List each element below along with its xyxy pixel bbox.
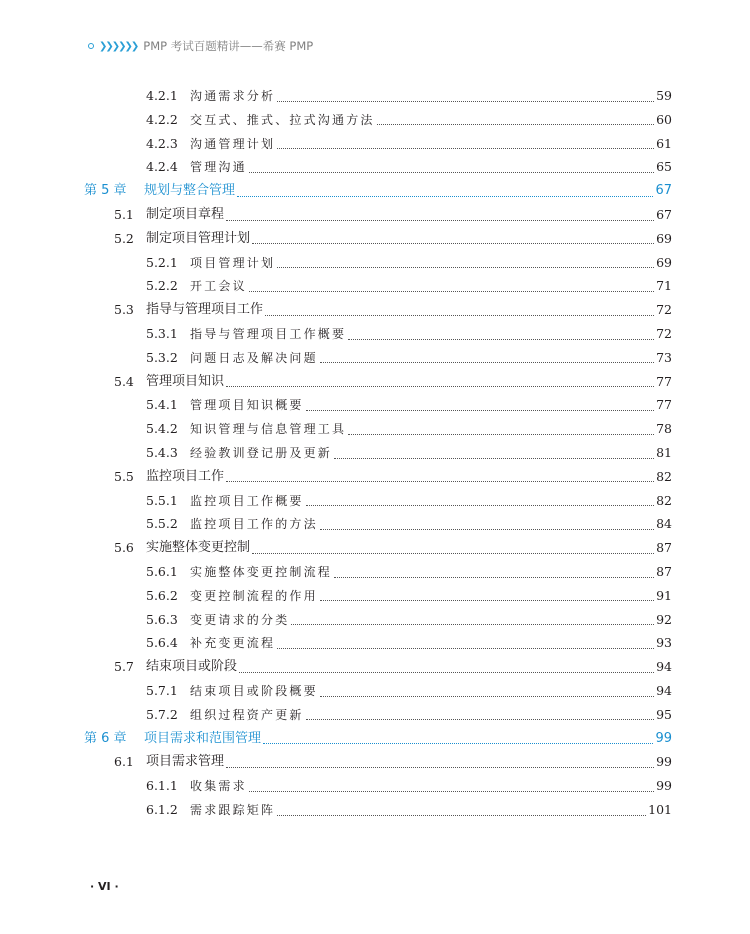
toc-entry-number: 5.5 xyxy=(114,468,134,484)
dot-leader xyxy=(277,148,654,149)
toc-entry-page: 72 xyxy=(656,302,672,318)
toc-entry-title: 经验教训登记册及更新 xyxy=(190,446,333,460)
toc-entry-number: 4.2.4 xyxy=(146,159,178,175)
toc-entry-title: 结束项目或阶段 xyxy=(146,659,238,675)
toc-entry-page: 87 xyxy=(656,564,672,579)
dot-leader xyxy=(249,791,654,792)
dot-leader xyxy=(265,315,654,316)
dot-leader xyxy=(249,291,654,292)
toc-entry-number: 第 5 章 xyxy=(84,183,127,199)
toc-entry-number: 5.2.2 xyxy=(146,278,178,294)
toc-entry[interactable] xyxy=(0,204,750,226)
toc-entry[interactable] xyxy=(0,371,750,393)
toc-entry-number: 5.6.2 xyxy=(146,587,178,603)
toc-entry[interactable] xyxy=(0,751,750,773)
toc-entry-page: 94 xyxy=(656,683,672,698)
dot-leader xyxy=(348,434,654,435)
dot-leader xyxy=(377,124,654,125)
dot-leader xyxy=(252,243,654,244)
toc-entry[interactable] xyxy=(0,656,750,678)
toc-entry-number: 5.6.1 xyxy=(146,564,178,579)
toc-entry-page: 69 xyxy=(656,230,672,246)
toc-entry-page: 94 xyxy=(656,659,672,675)
dot-leader xyxy=(320,696,654,697)
toc-entry-page: 61 xyxy=(656,135,672,151)
toc-entry-page: 99 xyxy=(655,730,672,746)
toc-entry-title: 沟通需求分析 xyxy=(190,89,276,103)
toc-entry-title: 知识管理与信息管理工具 xyxy=(190,422,347,437)
toc-entry[interactable] xyxy=(0,418,750,440)
toc-entry-page: 65 xyxy=(656,159,672,175)
toc-entry[interactable] xyxy=(0,561,750,583)
dot-leader xyxy=(226,220,654,221)
toc-entry-number: 4.2.1 xyxy=(146,88,178,103)
toc-entry-number: 5.7.1 xyxy=(146,683,178,698)
toc-entry-title: 管理项目知识概要 xyxy=(190,398,304,413)
toc-chapter-entry[interactable] xyxy=(0,180,750,202)
toc-entry[interactable] xyxy=(0,799,750,821)
toc-entry[interactable] xyxy=(0,85,750,107)
toc-entry[interactable] xyxy=(0,347,750,369)
dot-leader xyxy=(239,672,654,673)
toc-entry[interactable] xyxy=(0,394,750,416)
toc-entry-page: 101 xyxy=(648,802,672,817)
double-chevron-icon: ❯❯❯❯❯❯ xyxy=(99,40,138,52)
toc-entry[interactable] xyxy=(0,109,750,131)
toc-entry-page: 69 xyxy=(656,254,672,270)
toc-entry-page: 71 xyxy=(656,278,672,294)
toc-entry-page: 82 xyxy=(656,468,672,484)
toc-entry-title: 交互式、推式、拉式沟通方法 xyxy=(190,112,375,127)
toc-entry-title: 管理沟通 xyxy=(190,160,247,175)
toc-entry[interactable] xyxy=(0,490,750,512)
dot-leader xyxy=(277,648,654,649)
circle-icon xyxy=(88,43,94,49)
dot-leader xyxy=(320,529,654,530)
toc-entry-number: 5.2.1 xyxy=(146,254,178,270)
page-number: · VI · xyxy=(90,880,119,893)
toc-entry-page: 82 xyxy=(656,492,672,508)
dot-leader xyxy=(320,362,654,363)
toc-entry-page: 60 xyxy=(656,111,672,127)
toc-entry-page: 99 xyxy=(656,778,672,794)
toc-entry-title: 收集需求 xyxy=(190,779,247,794)
toc-chapter-entry[interactable] xyxy=(0,728,750,750)
toc-entry-number: 5.7.2 xyxy=(146,706,178,722)
toc-entry-title: 实施整体变更控制 xyxy=(146,540,251,556)
toc-entry-page: 84 xyxy=(656,516,672,532)
dot-leader xyxy=(226,386,654,387)
toc-entry-number: 5.6.4 xyxy=(146,635,178,651)
toc-entry[interactable] xyxy=(0,775,750,797)
dot-leader xyxy=(291,624,654,625)
toc-entry-title: 项目管理计划 xyxy=(190,255,276,270)
toc-entry-title: 实施整体变更控制流程 xyxy=(190,565,333,579)
toc-entry-title: 监控项目工作概要 xyxy=(190,493,304,508)
toc-entry-number: 5.3.1 xyxy=(146,326,178,341)
toc-entry-title: 管理项目知识 xyxy=(146,373,225,389)
toc-entry-number: 5.5.2 xyxy=(146,516,178,532)
toc-entry-title: 项目需求和范围管理 xyxy=(144,730,262,746)
toc-entry-title: 指导与管理项目工作概要 xyxy=(190,327,347,341)
toc-entry[interactable] xyxy=(0,156,750,178)
dot-leader xyxy=(306,410,654,411)
toc-entry-page: 91 xyxy=(656,587,672,603)
toc-entry[interactable] xyxy=(0,537,750,559)
toc-entry-page: 73 xyxy=(656,349,672,365)
toc-entry[interactable] xyxy=(0,323,750,345)
toc-entry-page: 95 xyxy=(656,706,672,722)
toc-entry[interactable] xyxy=(0,632,750,654)
toc-entry-page: 77 xyxy=(656,397,672,413)
toc-entry-page: 77 xyxy=(656,373,672,389)
toc-entry-number: 6.1.2 xyxy=(146,802,178,817)
toc-entry-page: 67 xyxy=(656,207,672,222)
toc-entry[interactable] xyxy=(0,275,750,297)
toc-entry-number: 5.4.1 xyxy=(146,397,178,413)
dot-leader xyxy=(277,101,654,102)
dot-leader xyxy=(334,577,654,578)
toc-entry-page: 81 xyxy=(656,445,672,460)
toc-entry-number: 5.1 xyxy=(114,207,134,222)
toc-entry-number: 5.3 xyxy=(114,302,134,318)
toc-entry-title: 结束项目或阶段概要 xyxy=(190,684,318,698)
toc-entry-number: 6.1.1 xyxy=(146,778,178,794)
toc-entry-page: 92 xyxy=(656,611,672,627)
toc-entry-page: 67 xyxy=(655,183,672,199)
header-title: PMP 考试百题精讲——希赛 PMP xyxy=(143,39,314,53)
toc-entry[interactable] xyxy=(0,442,750,464)
toc-entry-number: 5.5.1 xyxy=(146,492,178,508)
dot-leader xyxy=(320,600,654,601)
toc-entry-number: 5.6 xyxy=(114,540,134,556)
dot-leader xyxy=(226,481,654,482)
toc-entry-title: 规划与整合管理 xyxy=(144,183,236,199)
toc-entry-title: 项目需求管理 xyxy=(146,754,225,770)
dot-leader xyxy=(277,815,646,816)
toc-entry[interactable] xyxy=(0,133,750,155)
toc-entry-number: 5.4.2 xyxy=(146,421,178,437)
dot-leader xyxy=(334,458,654,459)
toc-entry-title: 监控项目工作的方法 xyxy=(190,517,318,532)
toc-entry-page: 59 xyxy=(656,88,672,103)
toc-entry-title: 制定项目章程 xyxy=(146,207,225,222)
dot-leader xyxy=(249,172,654,173)
toc-entry-title: 补充变更流程 xyxy=(190,636,276,651)
toc-entry-page: 87 xyxy=(656,540,672,556)
toc-entry-number: 5.7 xyxy=(114,659,134,675)
toc-entry-title: 制定项目管理计划 xyxy=(146,230,251,246)
toc-entry[interactable] xyxy=(0,466,750,488)
dot-leader xyxy=(306,505,654,506)
toc-entry-page: 72 xyxy=(656,326,672,341)
toc-entry-title: 需求跟踪矩阵 xyxy=(190,803,276,817)
toc-entry-number: 6.1 xyxy=(114,754,134,770)
running-header xyxy=(88,37,313,55)
dot-leader xyxy=(237,196,653,197)
toc-entry-number: 5.3.2 xyxy=(146,349,178,365)
toc-entry-page: 99 xyxy=(656,754,672,770)
toc-entry-title: 变更控制流程的作用 xyxy=(190,588,318,603)
toc-entry-title: 沟通管理计划 xyxy=(190,136,276,151)
toc-entry[interactable] xyxy=(0,228,750,250)
toc-entry-title: 监控项目工作 xyxy=(146,468,225,484)
toc-entry-number: 5.6.3 xyxy=(146,611,178,627)
toc-entry-number: 第 6 章 xyxy=(84,730,127,746)
dot-leader xyxy=(226,767,654,768)
toc-entry[interactable] xyxy=(0,680,750,702)
dot-leader xyxy=(263,743,653,744)
toc-entry[interactable] xyxy=(0,585,750,607)
toc-entry-number: 5.4 xyxy=(114,373,134,389)
dot-leader xyxy=(348,339,654,340)
toc-entry[interactable] xyxy=(0,252,750,274)
toc-entry-page: 93 xyxy=(656,635,672,651)
dot-leader xyxy=(277,267,654,268)
toc-entry-number: 5.4.3 xyxy=(146,445,178,460)
toc-entry-title: 指导与管理项目工作 xyxy=(146,302,264,318)
toc-entry[interactable] xyxy=(0,513,750,535)
toc-entry-title: 组织过程资产更新 xyxy=(190,707,304,722)
toc-entry[interactable] xyxy=(0,609,750,631)
toc-entry-page: 78 xyxy=(656,421,672,437)
toc-entry-title: 问题日志及解决问题 xyxy=(190,350,318,365)
toc-entry-number: 4.2.3 xyxy=(146,135,178,151)
toc-entry[interactable] xyxy=(0,299,750,321)
dot-leader xyxy=(306,719,654,720)
toc-entry-title: 开工会议 xyxy=(190,279,247,294)
toc-entry-number: 4.2.2 xyxy=(146,111,178,127)
toc-entry[interactable] xyxy=(0,704,750,726)
toc-entry-number: 5.2 xyxy=(114,230,134,246)
toc-entry-title: 变更请求的分类 xyxy=(190,612,290,627)
dot-leader xyxy=(252,553,654,554)
